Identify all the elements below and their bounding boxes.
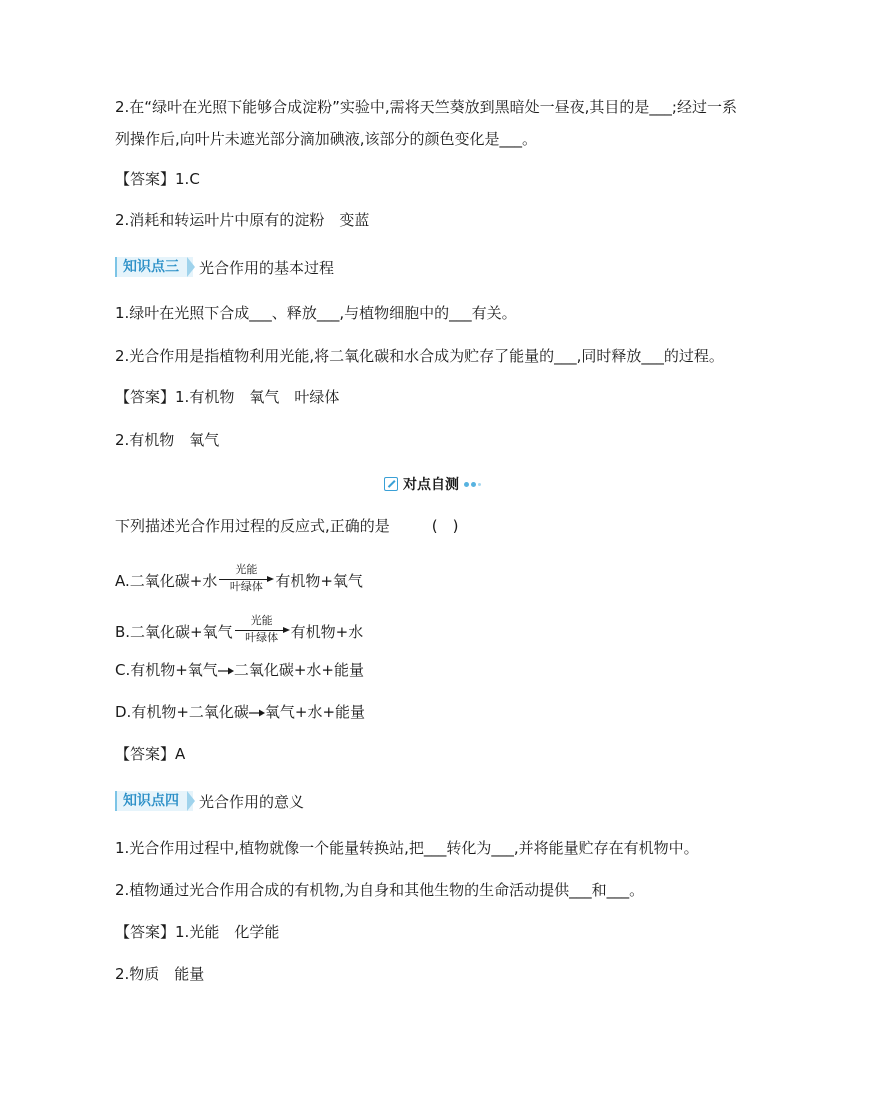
q2-answer-2: 2.消耗和转运叶片中原有的淀粉 变蓝 bbox=[115, 211, 370, 229]
option-b-left: B.二氧化碳+氧气 bbox=[115, 623, 233, 641]
s3-answer-2: 2.有机物 氧气 bbox=[115, 431, 220, 449]
pencil-icon bbox=[384, 477, 398, 491]
section-title: 光合作用的意义 bbox=[199, 792, 305, 811]
s3-answer-1 bbox=[115, 386, 339, 408]
mcq-stem-text: 下列描述光合作用过程的反应式,正确的是 bbox=[115, 517, 390, 535]
option-b-right: 有机物+水 bbox=[290, 623, 364, 641]
answer-tag: 【答案】 bbox=[115, 170, 176, 188]
option-c-right: 二氧化碳+水+能量 bbox=[233, 661, 364, 679]
option-c-left: C.有机物+氧气 bbox=[115, 661, 218, 679]
option-a bbox=[115, 563, 363, 596]
s4-answer-1 bbox=[115, 921, 279, 943]
selftest-title: 对点自测 bbox=[403, 477, 459, 493]
option-d-left: D.有机物+二氧化碳 bbox=[115, 703, 249, 721]
mcq-answer bbox=[115, 743, 185, 765]
arrow-top-label: 光能 bbox=[235, 563, 258, 576]
reaction-arrow bbox=[235, 614, 289, 647]
section-header-3 bbox=[115, 255, 334, 279]
mcq-stem bbox=[115, 515, 459, 537]
option-a-left: A.二氧化碳+水 bbox=[115, 572, 218, 590]
answer-text: 1.有机物 氧气 叶绿体 bbox=[175, 388, 340, 406]
q2-line1: 2.在“绿叶在光照下能够合成淀粉”实验中,需将天竺葵放到黑暗处一昼夜,其目的是___;经过一系 bbox=[115, 98, 737, 116]
section-title: 光合作用的基本过程 bbox=[199, 258, 335, 277]
s4-question-2: 2.植物通过光合作用合成的有机物,为自身和其他生物的生命活动提供___和___。 bbox=[115, 881, 645, 899]
s3-question-1: 1.绿叶在光照下合成___、释放___,与植物细胞中的___有关。 bbox=[115, 304, 517, 322]
option-b bbox=[115, 614, 364, 647]
dots-icon bbox=[464, 482, 481, 487]
section-header-4 bbox=[115, 789, 304, 813]
option-d-right: 氧气+水+能量 bbox=[264, 703, 366, 721]
arrow-bottom-label: 叶绿体 bbox=[229, 580, 263, 593]
answer-text: 1.C bbox=[175, 170, 200, 188]
q2-line2: 列操作后,向叶片未遮光部分滴加碘液,该部分的颜色变化是___。 bbox=[115, 130, 538, 148]
s3-question-2: 2.光合作用是指植物利用光能,将二氧化碳和水合成为贮存了能量的___,同时释放___的过程。 bbox=[115, 347, 724, 365]
s4-answer-2: 2.物质 能量 bbox=[115, 965, 205, 983]
answer-tag: 【答案】 bbox=[115, 745, 176, 763]
option-a-right: 有机物+氧气 bbox=[275, 572, 363, 590]
option-c bbox=[115, 659, 364, 681]
reaction-arrow bbox=[219, 563, 273, 596]
arrow-bottom-label: 叶绿体 bbox=[245, 631, 279, 644]
right-arrow-icon bbox=[218, 666, 234, 676]
option-d bbox=[115, 701, 365, 723]
answer-text: A bbox=[175, 745, 186, 763]
answer-tag: 【答案】 bbox=[115, 923, 176, 941]
section-badge: 知识点四 bbox=[115, 791, 193, 811]
mcq-bracket: ( ) bbox=[431, 517, 459, 535]
right-arrow-icon bbox=[249, 708, 265, 718]
arrow-top-label: 光能 bbox=[250, 614, 273, 627]
s4-question-1: 1.光合作用过程中,植物就像一个能量转换站,把___转化为___,并将能量贮存在有机物中。 bbox=[115, 839, 699, 857]
section-badge: 知识点三 bbox=[115, 257, 193, 277]
answer-tag: 【答案】 bbox=[115, 388, 176, 406]
q2-answer-1 bbox=[115, 168, 200, 190]
answer-text: 1.光能 化学能 bbox=[175, 923, 280, 941]
selftest-header bbox=[384, 474, 481, 494]
